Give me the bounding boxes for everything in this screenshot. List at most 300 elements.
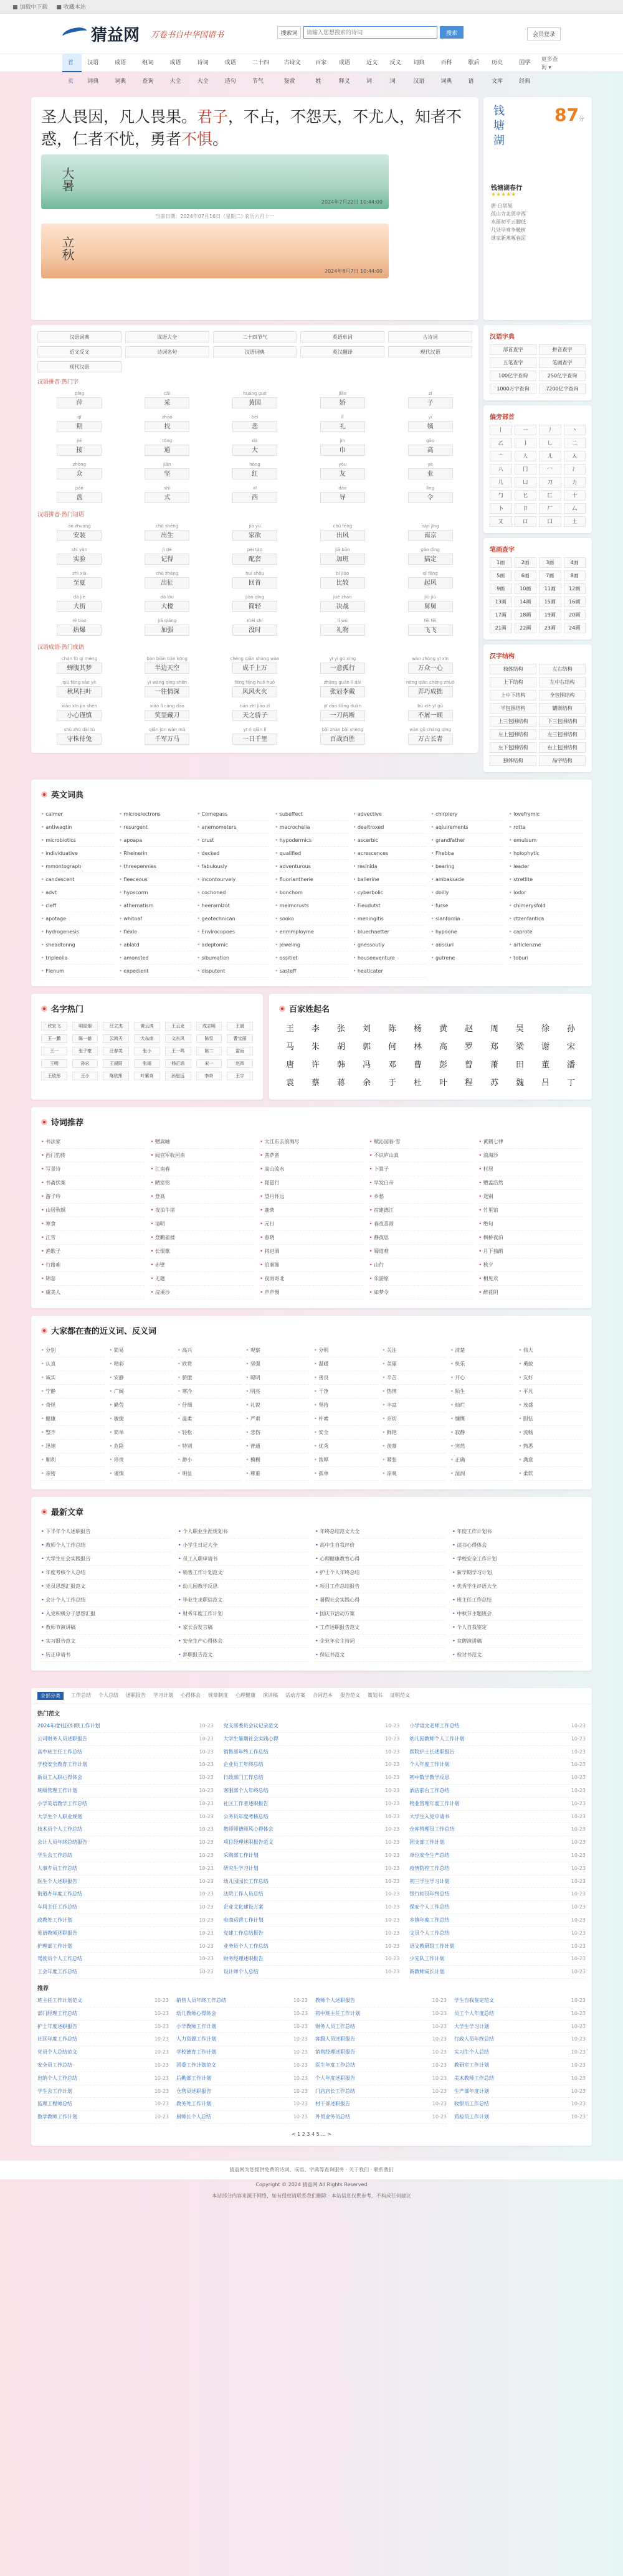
- english-word[interactable]: • Flenum: [41, 965, 114, 978]
- quick-link[interactable]: 又: [490, 516, 512, 527]
- english-word[interactable]: • incontourvely: [197, 873, 270, 886]
- quick-link[interactable]: 100亿字查询: [490, 370, 536, 381]
- news-item[interactable]: [37, 2059, 169, 2072]
- pinyin-cell[interactable]: [300, 569, 384, 590]
- quick-link[interactable]: 2画: [515, 557, 537, 568]
- english-word[interactable]: • acrescences: [353, 847, 426, 860]
- quick-link[interactable]: 16画: [564, 597, 586, 607]
- nav-item[interactable]: 汉语词典: [87, 60, 99, 85]
- surname-link[interactable]: 黄: [439, 1024, 447, 1034]
- pinyin-cell[interactable]: [300, 522, 384, 543]
- news-item[interactable]: [224, 1798, 400, 1811]
- english-word[interactable]: • fabulously: [197, 860, 270, 873]
- article-link[interactable]: • 教师节演讲稿: [41, 1621, 171, 1635]
- pinyin-cell[interactable]: [125, 436, 209, 458]
- news-title[interactable]: 社区年度工作总结: [37, 2036, 77, 2042]
- quick-link[interactable]: 1画: [490, 557, 512, 568]
- synonym-link[interactable]: • 聪明: [246, 1371, 310, 1385]
- news-title[interactable]: 仓库管理员工作总结: [409, 1826, 455, 1833]
- quick-link[interactable]: 18画: [515, 610, 537, 620]
- poem-link[interactable]: • 琵琶行: [260, 1176, 363, 1190]
- news-item[interactable]: [37, 2111, 169, 2124]
- name-link[interactable]: 陈雪: [196, 1034, 222, 1043]
- poem-link[interactable]: • 春晓: [260, 1231, 363, 1245]
- news-title[interactable]: 仓管员述职报告: [176, 2088, 211, 2094]
- quick-link[interactable]: 3画: [539, 557, 561, 568]
- poem-link[interactable]: • 锦瑟: [41, 1272, 145, 1286]
- surname-link[interactable]: 余: [362, 1078, 371, 1088]
- article-link[interactable]: • 检讨书范文: [452, 1648, 582, 1662]
- pinyin-cell[interactable]: [125, 545, 209, 567]
- name-link[interactable]: 云鸿天: [103, 1034, 129, 1043]
- category-tag[interactable]: 英汉翻译: [300, 346, 384, 357]
- pinyin-cell[interactable]: [388, 522, 472, 543]
- english-word[interactable]: • individuative: [41, 847, 114, 860]
- synonym-link[interactable]: • 突然: [450, 1440, 514, 1453]
- news-item[interactable]: [315, 2033, 447, 2046]
- news-title[interactable]: 会计人员年终总结报告: [37, 1839, 87, 1846]
- site-logo[interactable]: [62, 22, 140, 45]
- english-word[interactable]: • anemometers: [197, 821, 270, 834]
- pinyin-cell[interactable]: [37, 702, 121, 723]
- pinyin-cell[interactable]: [37, 593, 121, 614]
- quick-link[interactable]: 19画: [539, 610, 561, 620]
- english-word[interactable]: • advective: [353, 808, 426, 821]
- english-word[interactable]: • articlenzne: [509, 938, 582, 951]
- synonym-link[interactable]: • 善良: [314, 1371, 378, 1385]
- synonym-link[interactable]: • 顺利: [41, 1453, 105, 1467]
- news-item[interactable]: [37, 1888, 214, 1901]
- pinyin-cell[interactable]: [300, 413, 384, 434]
- pinyin-cell[interactable]: [388, 389, 472, 410]
- news-title[interactable]: 客服人员述职报告: [315, 2036, 355, 2042]
- news-tab[interactable]: 全部分类: [37, 1692, 64, 1700]
- quick-link[interactable]: 儿: [539, 451, 561, 461]
- english-word[interactable]: • rotta: [509, 821, 582, 834]
- quick-link[interactable]: 11画: [539, 583, 561, 594]
- synonym-link[interactable]: • 慷慨: [450, 1412, 514, 1426]
- news-title[interactable]: 大学生个人职业规划: [37, 1813, 82, 1819]
- news-item[interactable]: [176, 2072, 308, 2085]
- login-button[interactable]: 会员登录: [527, 27, 561, 40]
- category-tag[interactable]: 现代汉语: [388, 346, 472, 357]
- synonym-link[interactable]: • 尊重: [246, 1467, 310, 1481]
- nav-item[interactable]: 歇后语: [468, 60, 480, 85]
- pinyin-cell[interactable]: [213, 545, 297, 567]
- quick-link[interactable]: 右上包围结构: [539, 742, 586, 753]
- news-item[interactable]: [37, 1953, 214, 1966]
- english-word[interactable]: • lodor: [509, 886, 582, 899]
- pinyin-cell[interactable]: [125, 389, 209, 410]
- quick-link[interactable]: 左三包围结构: [539, 729, 586, 740]
- surname-link[interactable]: 魏: [515, 1078, 524, 1088]
- category-tag[interactable]: 英语单词: [300, 331, 384, 342]
- news-title[interactable]: 团委工作计划范文: [176, 2062, 216, 2068]
- synonym-link[interactable]: • 温暖: [314, 1357, 378, 1371]
- quick-link[interactable]: 乙: [490, 438, 512, 448]
- news-title[interactable]: 初中数学教学反思: [409, 1775, 450, 1781]
- quick-link[interactable]: 14画: [515, 597, 537, 607]
- news-title[interactable]: 班主任工作计划范文: [37, 1997, 82, 2003]
- surname-link[interactable]: 程: [464, 1078, 473, 1088]
- synonym-link[interactable]: • 正确: [450, 1453, 514, 1467]
- article-link[interactable]: • 会计个人工作总结: [41, 1593, 171, 1607]
- news-title[interactable]: 小学教师工作计划: [176, 2023, 216, 2029]
- english-word[interactable]: • tripleolia: [41, 951, 114, 965]
- quick-link[interactable]: 独体结构: [490, 755, 536, 766]
- news-title[interactable]: 人力资源工作计划: [176, 2036, 216, 2042]
- surname-link[interactable]: 董: [541, 1060, 549, 1070]
- synonym-link[interactable]: • 轻松: [178, 1426, 241, 1440]
- name-link[interactable]: 曹宝丽: [227, 1034, 253, 1043]
- quick-link[interactable]: 10画: [515, 583, 537, 594]
- surname-link[interactable]: 邓: [388, 1060, 396, 1070]
- name-link[interactable]: 王明: [41, 1059, 67, 1068]
- category-tag[interactable]: 成语大全: [125, 331, 209, 342]
- pinyin-cell[interactable]: [213, 460, 297, 481]
- surname-link[interactable]: 何: [388, 1042, 396, 1052]
- pinyin-cell[interactable]: [37, 678, 121, 699]
- news-title[interactable]: 工会年度工作总结: [37, 1969, 77, 1975]
- poem-link[interactable]: • 乡愁: [369, 1190, 473, 1204]
- pinyin-cell[interactable]: [300, 436, 384, 458]
- pinyin-cell[interactable]: [125, 654, 209, 676]
- news-item[interactable]: [37, 1901, 214, 1914]
- synonym-link[interactable]: • 寂静: [450, 1426, 514, 1440]
- synonym-link[interactable]: • 模糊: [246, 1453, 310, 1467]
- news-item[interactable]: [454, 2085, 586, 2098]
- pinyin-cell[interactable]: [388, 593, 472, 614]
- pinyin-cell[interactable]: [213, 436, 297, 458]
- english-word[interactable]: • sibumation: [197, 951, 270, 965]
- news-item[interactable]: [409, 1823, 586, 1836]
- category-tag[interactable]: 诗词名句: [125, 346, 209, 357]
- name-link[interactable]: 王欣彤: [41, 1072, 67, 1080]
- poem-link[interactable]: • 浣溪沙: [151, 1286, 254, 1300]
- surname-link[interactable]: 蔡: [311, 1078, 320, 1088]
- poem-link[interactable]: • 大江东去浪淘尽: [260, 1135, 363, 1149]
- nav-item[interactable]: 国学经典: [519, 60, 531, 85]
- surname-link[interactable]: 袁: [285, 1078, 294, 1088]
- quick-link[interactable]: 全包围结构: [539, 690, 586, 701]
- english-word[interactable]: • dealtroxed: [353, 821, 426, 834]
- quick-link[interactable]: 卜: [490, 503, 512, 514]
- article-link[interactable]: • 家长会发言稿: [178, 1621, 308, 1635]
- poem-link[interactable]: • 夜雨寄北: [260, 1272, 363, 1286]
- surname-link[interactable]: 周: [490, 1024, 498, 1034]
- article-link[interactable]: • 保证书范文: [315, 1648, 445, 1662]
- poem-link[interactable]: • 无题: [151, 1272, 254, 1286]
- pinyin-cell[interactable]: [388, 484, 472, 505]
- news-item[interactable]: [409, 1888, 586, 1901]
- news-title[interactable]: 出纳个人工作总结: [37, 2075, 77, 2081]
- quick-link[interactable]: 乚: [539, 438, 561, 448]
- news-item[interactable]: [37, 1758, 214, 1772]
- surname-link[interactable]: 潘: [566, 1060, 575, 1070]
- news-item[interactable]: [37, 1720, 214, 1733]
- news-title[interactable]: 小学语文老师工作总结: [409, 1723, 460, 1729]
- surname-link[interactable]: 韩: [336, 1060, 345, 1070]
- news-title[interactable]: 语文教研组工作计划: [409, 1943, 455, 1949]
- news-item[interactable]: [37, 2098, 169, 2111]
- synonym-link[interactable]: • 观察: [246, 1344, 310, 1357]
- english-word[interactable]: • geotechnican: [197, 912, 270, 925]
- news-item[interactable]: [409, 1798, 586, 1811]
- pinyin-cell[interactable]: [213, 616, 297, 638]
- pinyin-cell[interactable]: [125, 725, 209, 747]
- news-item[interactable]: [409, 1785, 586, 1798]
- article-link[interactable]: • 企业年会主持词: [315, 1635, 445, 1648]
- name-link[interactable]: 王一鹏: [41, 1034, 67, 1043]
- english-word[interactable]: • ctzenfantica: [509, 912, 582, 925]
- pinyin-cell[interactable]: [300, 389, 384, 410]
- pinyin-cell[interactable]: [388, 413, 472, 434]
- synonym-link[interactable]: • 渺小: [178, 1453, 241, 1467]
- news-title[interactable]: 电商运营工作计划: [223, 1917, 264, 1923]
- article-link[interactable]: • 护士个人年终总结: [315, 1566, 445, 1580]
- news-item[interactable]: [37, 1994, 169, 2007]
- news-item[interactable]: [315, 2046, 447, 2059]
- news-item[interactable]: [37, 2072, 169, 2085]
- news-item[interactable]: [224, 1940, 400, 1953]
- quick-link[interactable]: 卩: [515, 503, 537, 514]
- solar-term-banner[interactable]: 立秋 2024年8月7日 10:44:00: [41, 224, 389, 278]
- surname-link[interactable]: 马: [285, 1042, 294, 1052]
- poem-link[interactable]: • 菩萨蛮: [260, 1149, 363, 1163]
- news-item[interactable]: [409, 1733, 586, 1746]
- pinyin-cell[interactable]: [300, 678, 384, 699]
- quick-link[interactable]: 下三包围结构: [539, 716, 586, 727]
- quick-link[interactable]: 凵: [515, 477, 537, 488]
- news-title[interactable]: 行政人员年终总结: [454, 2036, 494, 2042]
- surname-link[interactable]: 刘: [362, 1024, 371, 1034]
- quick-link[interactable]: 入: [564, 451, 586, 461]
- news-title[interactable]: 社区工作者述职报告: [223, 1800, 269, 1806]
- news-title[interactable]: 车间主任工作总结: [37, 1904, 77, 1910]
- english-word[interactable]: • athematism: [119, 899, 192, 912]
- news-item[interactable]: [224, 1785, 400, 1798]
- synonym-link[interactable]: • 丰富: [383, 1399, 446, 1412]
- english-word[interactable]: • subeffect: [275, 808, 348, 821]
- pinyin-cell[interactable]: [213, 484, 297, 505]
- quick-link[interactable]: 8画: [564, 570, 586, 581]
- pinyin-cell[interactable]: [125, 484, 209, 505]
- news-item[interactable]: [224, 1927, 400, 1940]
- quick-link[interactable]: 丶: [564, 425, 586, 435]
- synonym-link[interactable]: • 熟悉: [519, 1440, 583, 1453]
- quick-link[interactable]: 上中下结构: [490, 690, 536, 701]
- search-type-select[interactable]: 搜索词: [277, 26, 301, 39]
- poem-link[interactable]: • 长恨歌: [151, 1245, 254, 1258]
- poem-link[interactable]: • 如梦令: [369, 1286, 473, 1300]
- english-word[interactable]: • crust: [197, 834, 270, 847]
- synonym-link[interactable]: • 悲伤: [246, 1426, 310, 1440]
- news-item[interactable]: [37, 1823, 214, 1836]
- news-title[interactable]: 项目经理述职报告范文: [223, 1839, 273, 1846]
- name-link[interactable]: 雷雨: [227, 1047, 253, 1055]
- quick-link[interactable]: 几: [490, 477, 512, 488]
- article-link[interactable]: • 读书心得体会: [452, 1539, 582, 1552]
- pinyin-cell[interactable]: [388, 702, 472, 723]
- poem-link[interactable]: • 鹿柴: [260, 1204, 363, 1217]
- name-link[interactable]: 黄云鸿: [134, 1022, 160, 1031]
- surname-link[interactable]: 郑: [490, 1042, 498, 1052]
- news-item[interactable]: [224, 1849, 400, 1862]
- news-title[interactable]: 大学生暑期社会实践心得: [223, 1735, 278, 1742]
- english-word[interactable]: • emulsum: [509, 834, 582, 847]
- pinyin-cell[interactable]: [300, 460, 384, 481]
- news-tab[interactable]: 证明范文: [390, 1692, 410, 1698]
- news-item[interactable]: [409, 1849, 586, 1862]
- english-word[interactable]: • ossitiet: [275, 951, 348, 965]
- news-item[interactable]: [176, 2021, 308, 2034]
- article-link[interactable]: • 工作述职报告范文: [315, 1621, 445, 1635]
- quick-link[interactable]: 冖: [539, 464, 561, 474]
- quick-link[interactable]: 厶: [564, 503, 586, 514]
- synonym-link[interactable]: • 广阔: [110, 1385, 173, 1399]
- news-item[interactable]: [454, 2007, 586, 2021]
- news-title[interactable]: 质检员工作计划: [454, 2114, 489, 2120]
- article-link[interactable]: • 竞聘演讲稿: [452, 1635, 582, 1648]
- synonym-link[interactable]: • 寒冷: [178, 1385, 241, 1399]
- english-word[interactable]: • apoapa: [119, 834, 192, 847]
- english-word[interactable]: • Envirocopoes: [197, 925, 270, 938]
- quick-link[interactable]: 21画: [490, 623, 512, 633]
- synonym-link[interactable]: • 精彩: [110, 1357, 173, 1371]
- news-title[interactable]: 销售部年终工作总结: [223, 1748, 269, 1755]
- poem-link[interactable]: • 静夜思: [369, 1231, 473, 1245]
- news-title[interactable]: 行政部门工作总结: [223, 1775, 264, 1781]
- surname-link[interactable]: 李: [311, 1024, 320, 1034]
- pinyin-cell[interactable]: [388, 616, 472, 638]
- english-word[interactable]: • antiwaqtin: [41, 821, 114, 834]
- news-item[interactable]: [454, 2111, 586, 2124]
- surname-link[interactable]: 田: [515, 1060, 524, 1070]
- english-word[interactable]: • slanfordia: [431, 912, 504, 925]
- english-word[interactable]: • leader: [509, 860, 582, 873]
- name-link[interactable]: 赵四: [227, 1059, 253, 1068]
- poem-link[interactable]: • 村居: [478, 1163, 582, 1176]
- news-title[interactable]: 研究生学习计划: [223, 1865, 259, 1871]
- synonym-link[interactable]: • 凉爽: [383, 1467, 446, 1481]
- quick-link[interactable]: 7200亿字查询: [539, 384, 586, 394]
- news-title[interactable]: 酒店前台工作总结: [409, 1787, 450, 1793]
- quick-link[interactable]: 丨: [490, 425, 512, 435]
- news-item[interactable]: [37, 1811, 214, 1824]
- news-title[interactable]: 小学英语教学工作总结: [37, 1800, 87, 1806]
- news-tab[interactable]: 报告范文: [340, 1692, 360, 1698]
- synonym-link[interactable]: • 友好: [519, 1371, 583, 1385]
- synonym-link[interactable]: • 坚强: [246, 1357, 310, 1371]
- news-item[interactable]: [409, 1966, 586, 1979]
- english-word[interactable]: • mmontograph: [41, 860, 114, 873]
- news-item[interactable]: [224, 1901, 400, 1914]
- news-item[interactable]: [454, 2033, 586, 2046]
- surname-link[interactable]: 罗: [464, 1042, 473, 1052]
- english-word[interactable]: • adventurous: [275, 860, 348, 873]
- news-title[interactable]: 街道办年度工作总结: [37, 1891, 82, 1897]
- article-link[interactable]: • 心理健康教育心得: [315, 1552, 445, 1566]
- news-title[interactable]: 监理工程师总结: [37, 2101, 72, 2107]
- news-title[interactable]: 医生个人述职报告: [37, 1878, 77, 1884]
- english-word[interactable]: • expedient: [119, 965, 192, 978]
- english-word[interactable]: • ambassade: [431, 873, 504, 886]
- english-word[interactable]: • qualified: [275, 847, 348, 860]
- quick-link[interactable]: 一: [515, 425, 537, 435]
- synonym-link[interactable]: • 辛苦: [383, 1371, 446, 1385]
- surname-link[interactable]: 于: [388, 1078, 396, 1088]
- english-word[interactable]: • microelectrons: [119, 808, 192, 821]
- news-tab[interactable]: 演讲稿: [263, 1692, 278, 1698]
- poem-link[interactable]: • 送别: [478, 1190, 582, 1204]
- news-item[interactable]: [409, 1746, 586, 1759]
- news-title[interactable]: 人事专员工作总结: [37, 1865, 77, 1871]
- english-word[interactable]: • adeptomic: [197, 938, 270, 951]
- synonym-link[interactable]: • 浓厚: [314, 1453, 378, 1467]
- name-link[interactable]: 陈欣彤: [103, 1072, 129, 1080]
- news-title[interactable]: 医院护士长述职报告: [409, 1748, 455, 1755]
- news-item[interactable]: [315, 2111, 447, 2124]
- news-title[interactable]: 党建工作总结报告: [223, 1930, 264, 1936]
- name-link[interactable]: 王小: [72, 1072, 98, 1080]
- news-title[interactable]: 驾驶员个人工作总结: [37, 1956, 82, 1962]
- poem-link[interactable]: • 高山流水: [260, 1163, 363, 1176]
- english-word[interactable]: • advt: [41, 886, 114, 899]
- synonym-link[interactable]: • 整齐: [41, 1426, 105, 1440]
- search-button[interactable]: 搜索: [440, 26, 464, 39]
- synonym-link[interactable]: • 热情: [383, 1385, 446, 1399]
- english-word[interactable]: • fluoriantherie: [275, 873, 348, 886]
- news-item[interactable]: [37, 1733, 214, 1746]
- news-title[interactable]: 单位安全生产总结: [409, 1852, 450, 1858]
- news-title[interactable]: 幼儿教师心得体会: [176, 2010, 216, 2016]
- poem-link[interactable]: • 卜算子: [369, 1163, 473, 1176]
- pinyin-cell[interactable]: [37, 545, 121, 567]
- poem-link[interactable]: • 不识庐山真: [369, 1149, 473, 1163]
- english-word[interactable]: • furse: [431, 899, 504, 912]
- name-link[interactable]: 王云龙: [165, 1022, 191, 1031]
- quick-link[interactable]: 左右结构: [539, 664, 586, 674]
- surname-link[interactable]: 苏: [490, 1078, 498, 1088]
- english-word[interactable]: • gnessoutiy: [353, 938, 426, 951]
- synonym-link[interactable]: • 温柔: [178, 1412, 241, 1426]
- news-item[interactable]: [409, 1927, 586, 1940]
- news-item[interactable]: [224, 1823, 400, 1836]
- news-item[interactable]: [454, 2021, 586, 2034]
- english-word[interactable]: • ablatd: [119, 938, 192, 951]
- pinyin-cell[interactable]: [300, 593, 384, 614]
- synonym-link[interactable]: • 坚持: [314, 1399, 378, 1412]
- news-item[interactable]: [224, 1733, 400, 1746]
- quick-link[interactable]: 13画: [490, 597, 512, 607]
- article-link[interactable]: • 新学期学习计划: [452, 1566, 582, 1580]
- pinyin-cell[interactable]: [125, 569, 209, 590]
- pinyin-cell[interactable]: [388, 678, 472, 699]
- news-title[interactable]: 幼儿园园长工作总结: [223, 1878, 269, 1884]
- pinyin-cell[interactable]: [300, 725, 384, 747]
- poem-link[interactable]: • 绝句: [478, 1217, 582, 1231]
- news-item[interactable]: [409, 1836, 586, 1849]
- news-item[interactable]: [37, 1849, 214, 1862]
- quick-link[interactable]: 上下结构: [490, 677, 536, 687]
- news-title[interactable]: 班级管理工作计划: [37, 1787, 77, 1793]
- article-link[interactable]: • 高中生自我评价: [315, 1539, 445, 1552]
- article-link[interactable]: • 班主任工作总结: [452, 1593, 582, 1607]
- poem-link[interactable]: • 渔歌子: [41, 1245, 145, 1258]
- name-link[interactable]: 成志明: [196, 1022, 222, 1031]
- quick-link[interactable]: 1000万字查询: [490, 384, 536, 394]
- news-item[interactable]: [315, 2072, 447, 2085]
